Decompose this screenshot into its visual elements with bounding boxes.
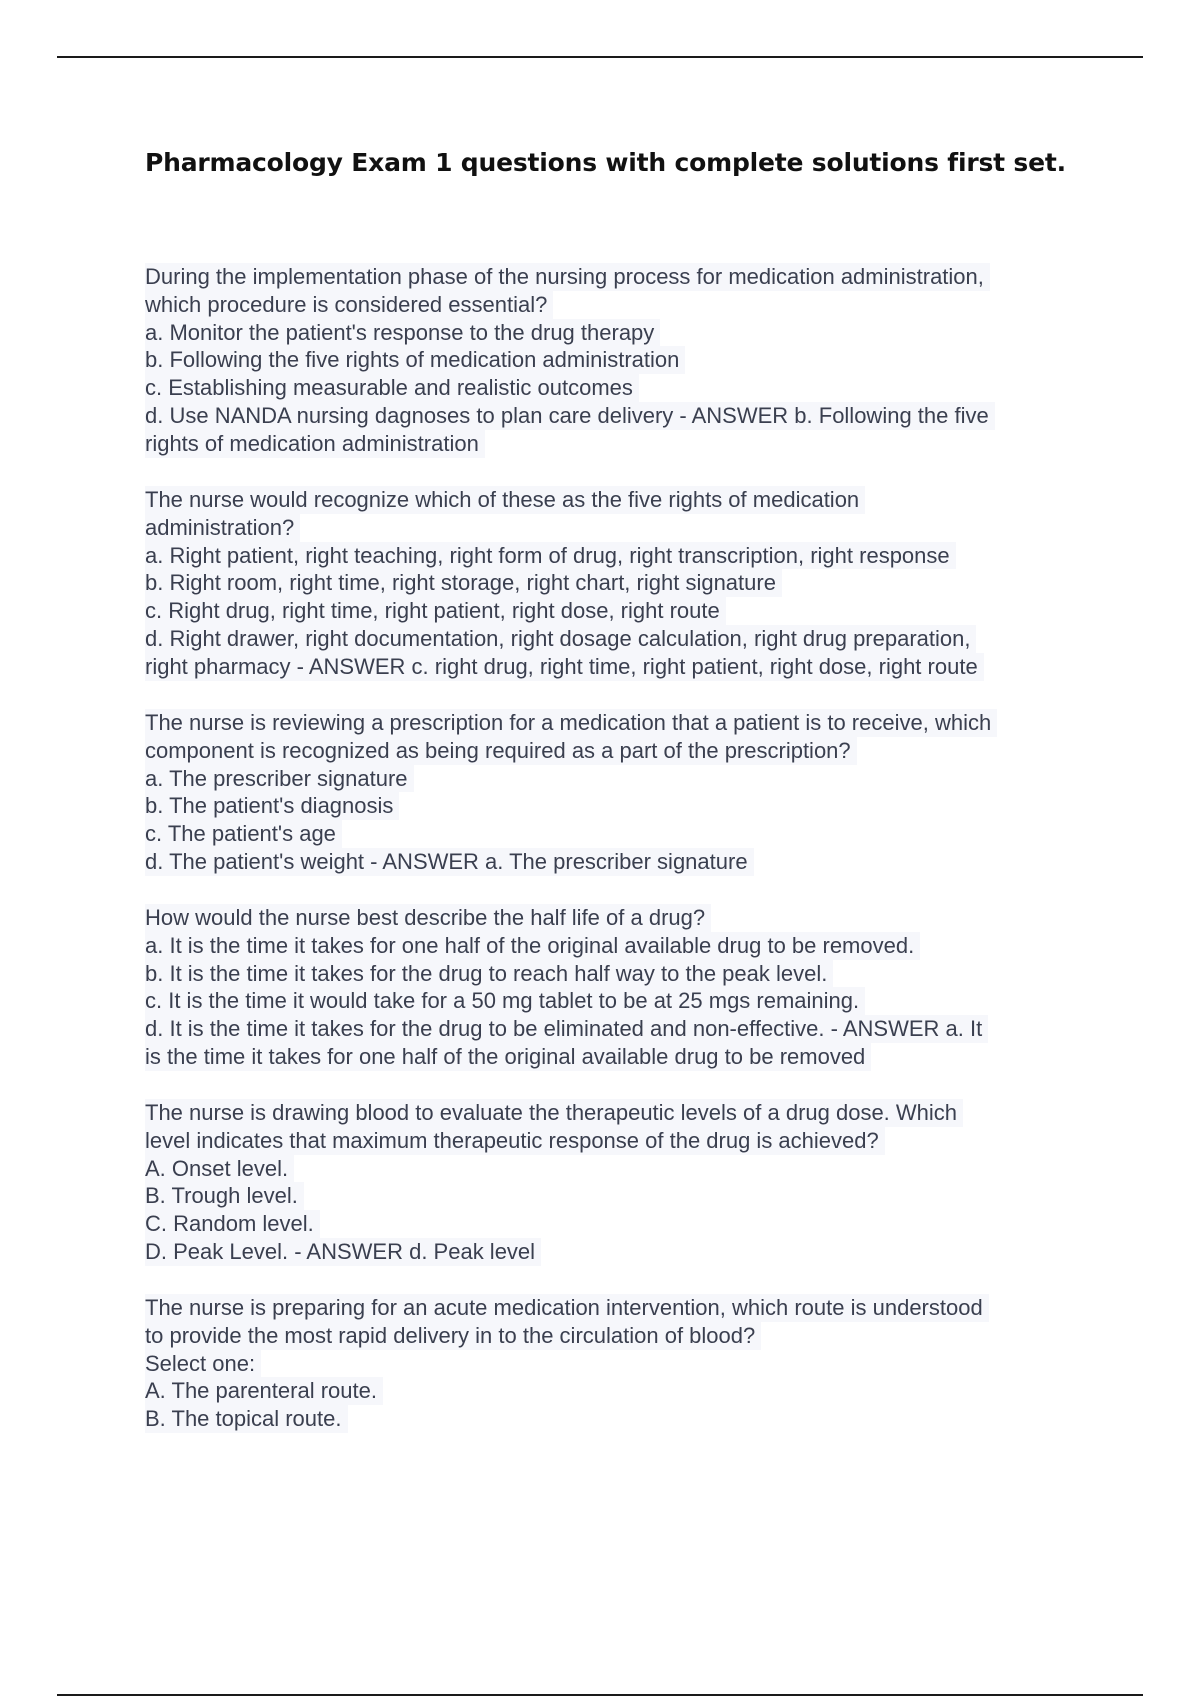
answer-option: b. The patient's diagnosis <box>145 792 399 820</box>
question-block <box>145 1099 1085 1266</box>
answer-option: B. The topical route. <box>145 1405 348 1433</box>
answer-option: a. Right patient, right teaching, right form of drug, right transcription, right response <box>145 542 956 570</box>
answer-option: b. It is the time it takes for the drug to reach half way to the peak level. <box>145 960 833 988</box>
answer-key: right pharmacy - ANSWER c. right drug, right time, right patient, right dose, right route <box>145 653 984 681</box>
question-text-line: to provide the most rapid delivery in to the circulation of blood? <box>145 1322 761 1350</box>
question-block <box>145 904 1085 1071</box>
answer-option: C. Random level. <box>145 1210 320 1238</box>
question-text-line: How would the nurse best describe the half life of a drug? <box>145 904 711 932</box>
answer-option: a. The prescriber signature <box>145 765 414 793</box>
answer-option: c. It is the time it would take for a 50 mg tablet to be at 25 mgs remaining. <box>145 987 865 1015</box>
top-divider <box>57 56 1143 58</box>
page-title: Pharmacology Exam 1 questions with complete solutions first set. <box>145 148 1066 177</box>
answer-option: a. Monitor the patient's response to the drug therapy <box>145 319 660 347</box>
answer-option: b. Following the five rights of medication administration <box>145 346 685 374</box>
answer-key: rights of medication administration <box>145 430 485 458</box>
question-block <box>145 1294 1085 1433</box>
bottom-divider <box>57 1694 1143 1696</box>
question-text-line: level indicates that maximum therapeutic response of the drug is achieved? <box>145 1127 885 1155</box>
answer-option: d. Use NANDA nursing dagnoses to plan care delivery - ANSWER b. Following the five <box>145 402 995 430</box>
question-text-line: The nurse is preparing for an acute medication intervention, which route is understood <box>145 1294 989 1322</box>
question-block <box>145 263 1085 458</box>
question-text-line: The nurse is reviewing a prescription for a medication that a patient is to receive, which <box>145 709 997 737</box>
question-text-line: which procedure is considered essential? <box>145 291 553 319</box>
question-block <box>145 486 1085 681</box>
question-text-line: The nurse would recognize which of these as the five rights of medication <box>145 486 865 514</box>
answer-key: D. Peak Level. - ANSWER d. Peak level <box>145 1238 541 1266</box>
answer-option: a. It is the time it takes for one half of the original available drug to be removed. <box>145 932 920 960</box>
answer-option: d. It is the time it takes for the drug to be eliminated and non-effective. - ANSWER a. It <box>145 1015 988 1043</box>
answer-option: c. Right drug, right time, right patient, right dose, right route <box>145 597 726 625</box>
answer-option: A. Onset level. <box>145 1155 294 1183</box>
answer-option: c. The patient's age <box>145 820 342 848</box>
answer-option: B. Trough level. <box>145 1182 304 1210</box>
answer-key: is the time it takes for one half of the original available drug to be removed <box>145 1043 871 1071</box>
question-text-line: During the implementation phase of the nursing process for medication administration, <box>145 263 990 291</box>
question-text-line: The nurse is drawing blood to evaluate the therapeutic levels of a drug dose. Which <box>145 1099 963 1127</box>
question-text-line: administration? <box>145 514 300 542</box>
answer-option: A. The parenteral route. <box>145 1377 383 1405</box>
answer-key: d. The patient's weight - ANSWER a. The prescriber signature <box>145 848 754 876</box>
question-instruction: Select one: <box>145 1350 261 1378</box>
question-block <box>145 709 1085 876</box>
answer-option: d. Right drawer, right documentation, right dosage calculation, right drug preparation, <box>145 625 976 653</box>
answer-option: c. Establishing measurable and realistic outcomes <box>145 374 639 402</box>
question-text-line: component is recognized as being required as a part of the prescription? <box>145 737 857 765</box>
answer-option: b. Right room, right time, right storage, right chart, right signature <box>145 569 782 597</box>
